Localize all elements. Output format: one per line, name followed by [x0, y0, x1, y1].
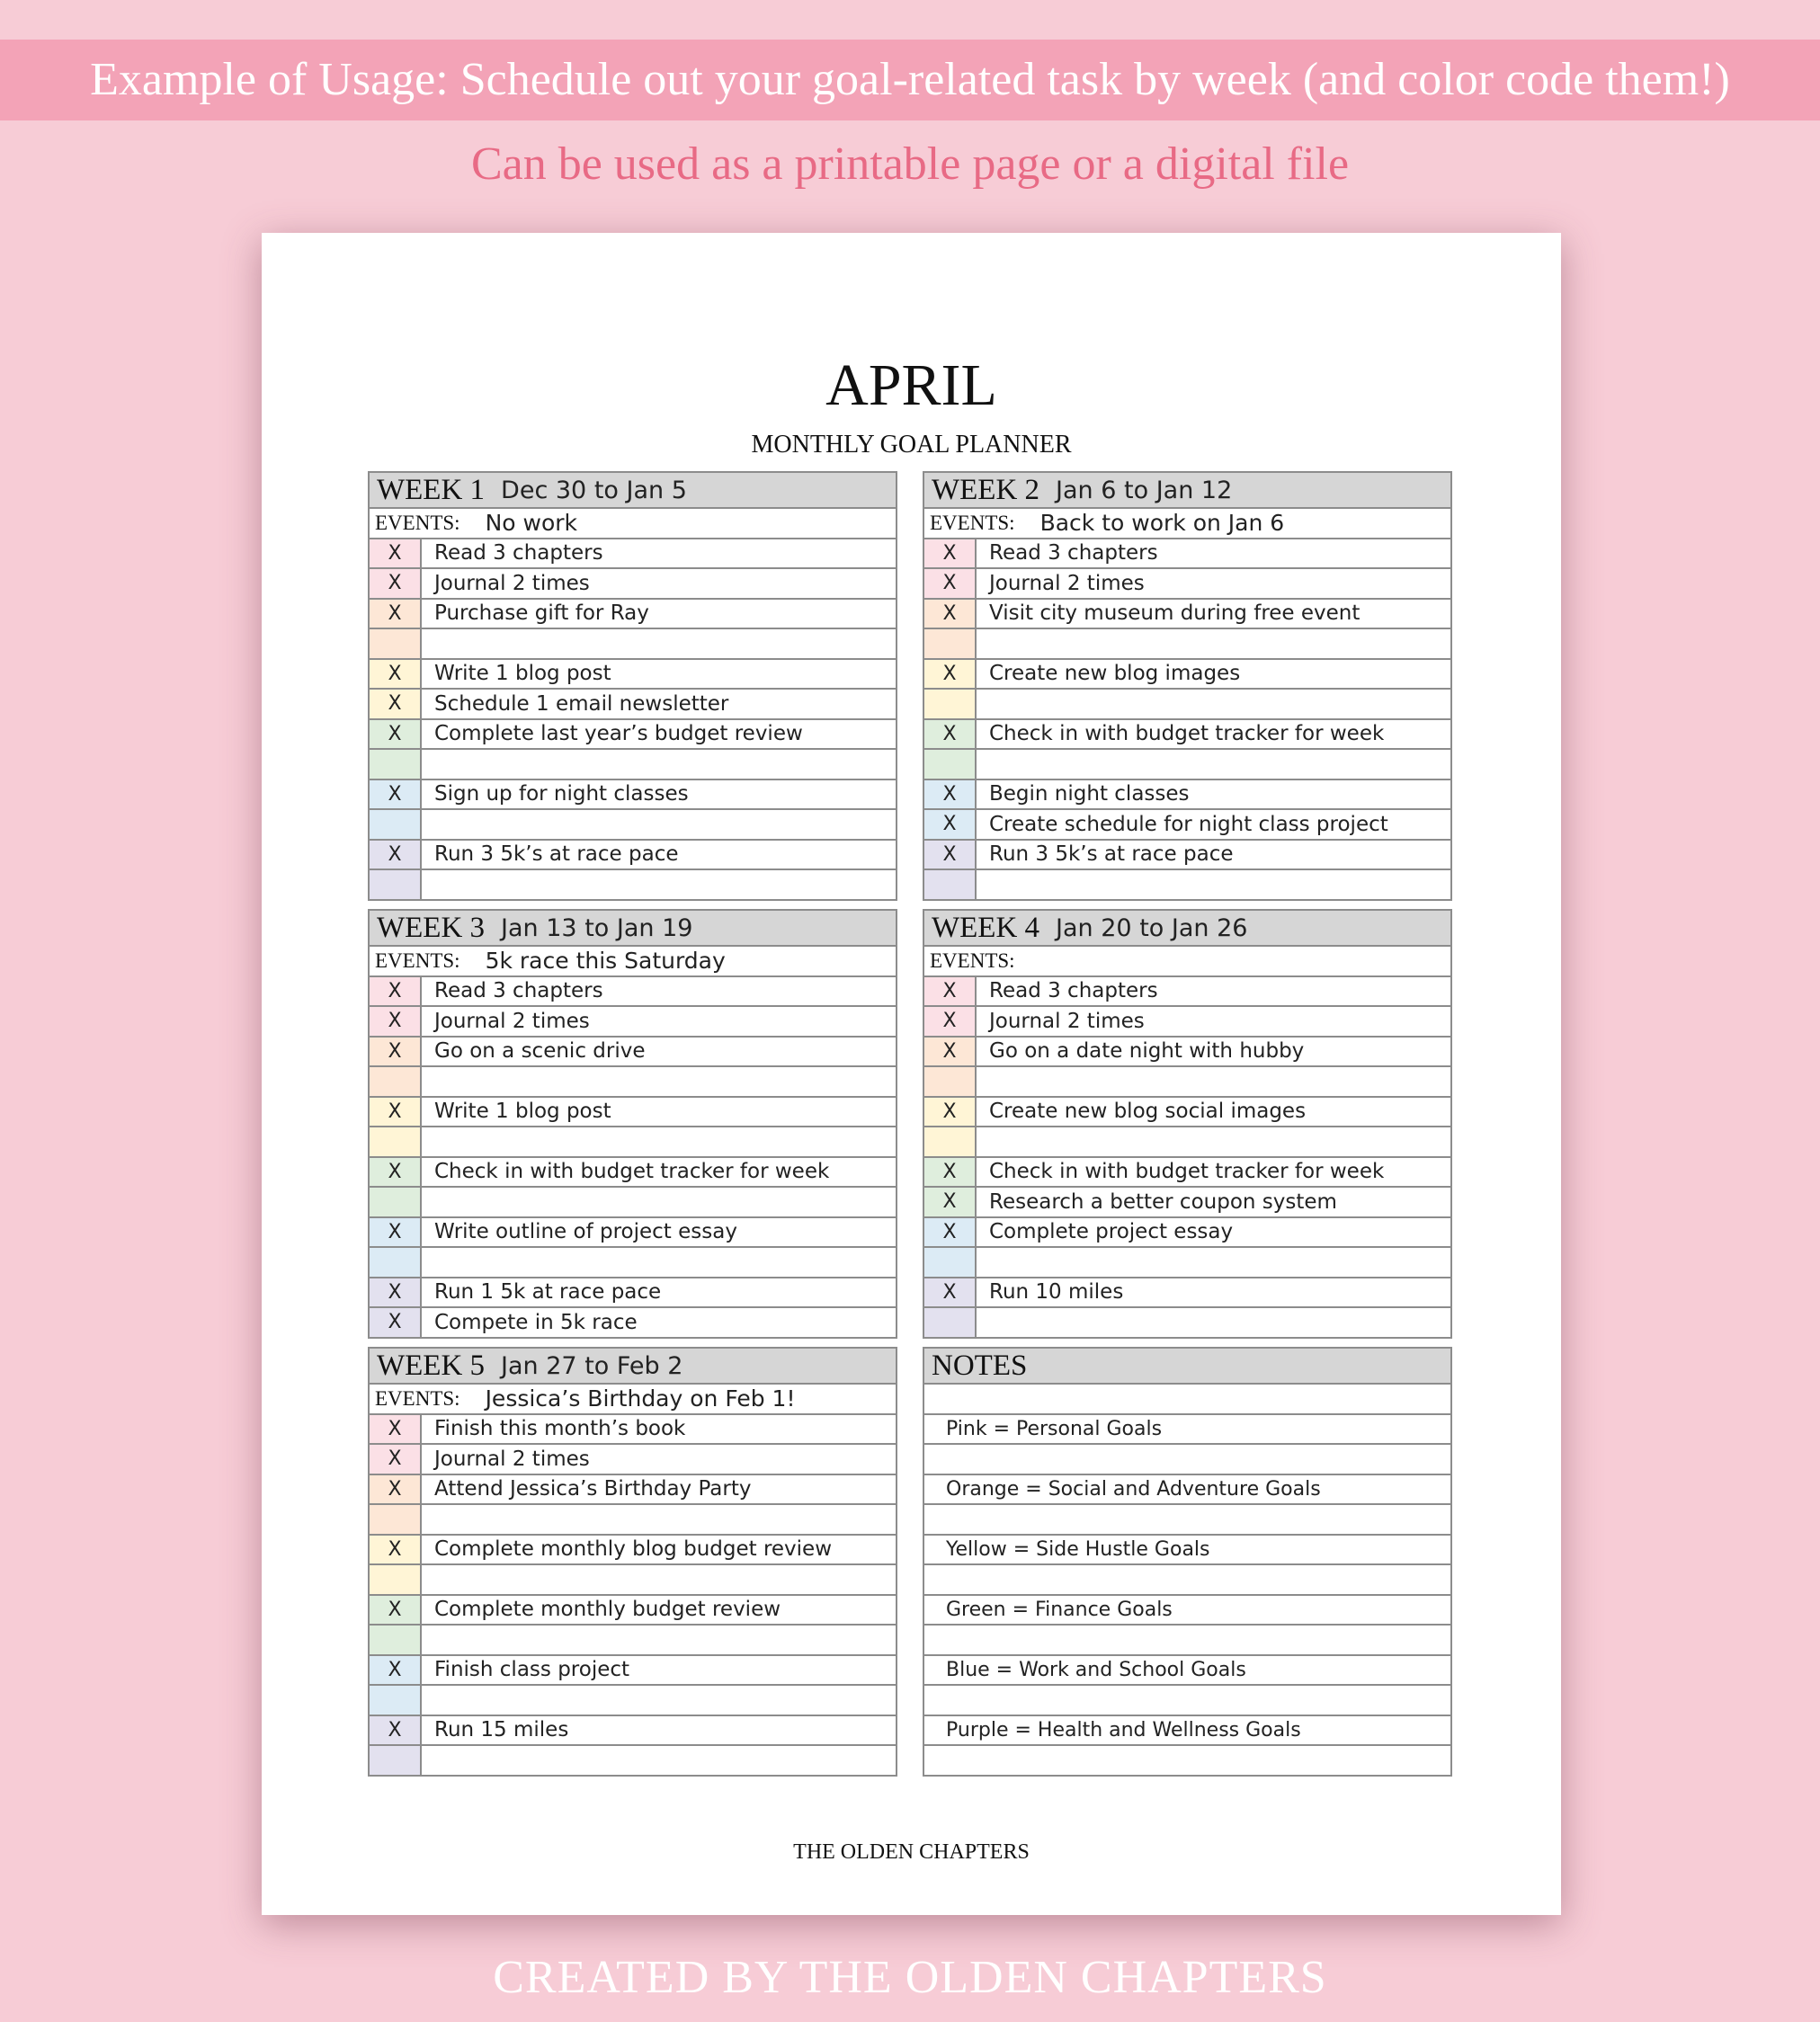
task-row: [370, 1007, 896, 1038]
task-text[interactable]: Check in with budget tracker for week: [989, 722, 1385, 746]
events-text[interactable]: Back to work on Jan 6: [1039, 510, 1285, 537]
task-row: [370, 690, 896, 720]
sheet-footer: THE OLDEN CHAPTERS: [793, 1840, 1030, 1864]
notes-line[interactable]: [924, 1656, 1450, 1687]
task-text[interactable]: Sign up for night classes: [434, 782, 689, 806]
task-text[interactable]: Visit city museum during free event: [989, 601, 1361, 626]
notes-line[interactable]: [924, 1626, 1450, 1656]
task-text[interactable]: Read 3 chapters: [434, 541, 603, 566]
task-row: [370, 810, 896, 841]
task-row: [370, 1626, 896, 1656]
task-row: [924, 1127, 1450, 1158]
task-row: [370, 1308, 896, 1337]
page-subtitle: MONTHLY GOAL PLANNER: [751, 431, 1072, 459]
task-text[interactable]: Read 3 chapters: [989, 979, 1158, 1003]
task-checkbox[interactable]: X: [924, 1038, 977, 1066]
task-checkbox[interactable]: [370, 1127, 422, 1156]
task-checkbox[interactable]: [924, 1248, 977, 1277]
events-row: [924, 509, 1450, 539]
notes-line[interactable]: [924, 1565, 1450, 1596]
task-text[interactable]: Check in with budget tracker for week: [434, 1160, 830, 1184]
events-text[interactable]: 5k race this Saturday: [485, 948, 726, 975]
task-text[interactable]: Go on a scenic drive: [434, 1039, 646, 1064]
notes-text: Green = Finance Goals: [946, 1598, 1173, 1621]
task-checkbox[interactable]: [370, 870, 422, 899]
task-checkbox[interactable]: X: [924, 1007, 977, 1036]
task-row: [924, 1188, 1450, 1218]
week-header: [370, 473, 896, 509]
task-row: [924, 1218, 1450, 1249]
task-checkbox[interactable]: [370, 1686, 422, 1715]
week-label: WEEK 2: [932, 473, 1040, 506]
task-checkbox[interactable]: [370, 1188, 422, 1216]
events-row: [924, 947, 1450, 977]
task-text[interactable]: [422, 1686, 896, 1715]
task-checkbox[interactable]: X: [370, 1158, 422, 1187]
planner-sheet: [262, 233, 1561, 1915]
notes-text: Blue = Work and School Goals: [946, 1658, 1246, 1681]
task-text[interactable]: Complete monthly budget review: [434, 1598, 781, 1622]
task-row: [924, 841, 1450, 871]
notes-text: Yellow = Side Hustle Goals: [946, 1537, 1210, 1561]
task-text[interactable]: Research a better coupon system: [989, 1189, 1337, 1214]
events-row: [370, 1385, 896, 1415]
task-row: [924, 810, 1450, 841]
task-text[interactable]: [977, 1308, 1450, 1337]
task-row: [370, 1445, 896, 1475]
task-row: [370, 1596, 896, 1626]
notes-text: Orange = Social and Adventure Goals: [946, 1477, 1321, 1501]
task-checkbox[interactable]: X: [370, 600, 422, 628]
task-checkbox[interactable]: X: [370, 1098, 422, 1127]
week-dates: Jan 20 to Jan 26: [1056, 913, 1248, 942]
notes-line[interactable]: [924, 1536, 1450, 1566]
events-label: EVENTS:: [375, 1386, 460, 1410]
task-row: [370, 977, 896, 1008]
notes-line[interactable]: [924, 1716, 1450, 1747]
task-text[interactable]: [977, 690, 1450, 718]
task-row: [370, 1098, 896, 1128]
task-text[interactable]: Purchase gift for Ray: [434, 601, 649, 626]
week-label: WEEK 5: [377, 1349, 486, 1382]
task-row: [370, 750, 896, 780]
events-label: EVENTS:: [375, 511, 460, 534]
task-text[interactable]: Run 3 5k’s at race pace: [434, 842, 679, 867]
week-dates: Jan 6 to Jan 12: [1056, 476, 1233, 504]
notes-line[interactable]: [924, 1686, 1450, 1716]
task-text[interactable]: [977, 750, 1450, 779]
task-text[interactable]: Run 15 miles: [434, 1718, 569, 1742]
task-text[interactable]: [422, 1248, 896, 1277]
task-checkbox[interactable]: X: [370, 1445, 422, 1474]
task-text[interactable]: Run 10 miles: [989, 1280, 1124, 1305]
task-row: [370, 1475, 896, 1506]
task-checkbox[interactable]: [924, 1127, 977, 1156]
task-checkbox[interactable]: X: [924, 660, 977, 689]
events-row: [370, 509, 896, 539]
task-checkbox[interactable]: [370, 1626, 422, 1654]
task-text[interactable]: Complete last year’s budget review: [434, 722, 803, 746]
task-text[interactable]: Journal 2 times: [989, 571, 1145, 595]
task-checkbox[interactable]: [370, 1746, 422, 1775]
task-checkbox[interactable]: X: [370, 1007, 422, 1036]
task-row: [370, 1067, 896, 1098]
task-checkbox[interactable]: X: [370, 660, 422, 689]
task-checkbox[interactable]: [924, 1067, 977, 1096]
task-row: [924, 1098, 1450, 1128]
task-checkbox[interactable]: [370, 810, 422, 839]
notes-line[interactable]: [924, 1415, 1450, 1446]
task-text[interactable]: [422, 1746, 896, 1775]
task-row: [370, 1127, 896, 1158]
task-checkbox[interactable]: [370, 750, 422, 779]
task-row: [924, 1067, 1450, 1098]
task-checkbox[interactable]: [924, 870, 977, 899]
task-row: [924, 870, 1450, 899]
task-row: [924, 539, 1450, 570]
task-checkbox[interactable]: [924, 629, 977, 658]
task-text[interactable]: Go on a date night with hubby: [989, 1039, 1305, 1064]
task-checkbox[interactable]: X: [924, 1218, 977, 1247]
task-checkbox[interactable]: X: [370, 1415, 422, 1444]
week-dates: Jan 13 to Jan 19: [501, 913, 693, 942]
week-header: [924, 911, 1450, 947]
task-row: [924, 780, 1450, 811]
task-checkbox[interactable]: [924, 1308, 977, 1337]
week-dates: Dec 30 to Jan 5: [501, 476, 687, 504]
task-checkbox[interactable]: X: [370, 841, 422, 869]
usage-subtitle: Can be used as a printable page or a digital file: [470, 138, 1350, 190]
task-row: [924, 1308, 1450, 1337]
task-text[interactable]: [422, 1565, 896, 1594]
task-checkbox[interactable]: X: [924, 569, 977, 598]
week-label: WEEK 4: [932, 911, 1040, 944]
task-row: [924, 1158, 1450, 1189]
task-text[interactable]: Write outline of project essay: [434, 1220, 737, 1244]
task-text[interactable]: Finish class project: [434, 1658, 630, 1682]
notes-line[interactable]: [924, 1596, 1450, 1626]
task-text[interactable]: [422, 750, 896, 779]
task-text[interactable]: [422, 1626, 896, 1654]
task-text[interactable]: [422, 810, 896, 839]
task-text[interactable]: [977, 629, 1450, 658]
task-text[interactable]: [977, 870, 1450, 899]
task-text[interactable]: Read 3 chapters: [434, 979, 603, 1003]
task-row: [370, 629, 896, 660]
task-row: [370, 660, 896, 690]
task-checkbox[interactable]: X: [924, 780, 977, 809]
task-row: [924, 1248, 1450, 1278]
task-text[interactable]: Schedule 1 email newsletter: [434, 691, 729, 716]
week-1-box: [368, 471, 897, 901]
task-text[interactable]: Journal 2 times: [989, 1009, 1145, 1033]
task-text[interactable]: Begin night classes: [989, 782, 1190, 806]
task-row: [924, 1278, 1450, 1309]
task-checkbox[interactable]: X: [924, 600, 977, 628]
task-row: [924, 690, 1450, 720]
task-checkbox[interactable]: X: [370, 1218, 422, 1247]
week-label: WEEK 3: [377, 911, 486, 944]
notes-line[interactable]: [924, 1385, 1450, 1415]
task-row: [370, 1415, 896, 1446]
task-row: [370, 1536, 896, 1566]
task-text[interactable]: [977, 1067, 1450, 1096]
notes-line[interactable]: [924, 1505, 1450, 1536]
task-checkbox[interactable]: [924, 690, 977, 718]
task-text[interactable]: [422, 629, 896, 658]
task-row: [924, 720, 1450, 751]
task-text[interactable]: Check in with budget tracker for week: [989, 1160, 1385, 1184]
task-checkbox[interactable]: [924, 750, 977, 779]
task-text[interactable]: Run 3 5k’s at race pace: [989, 842, 1234, 867]
notes-line[interactable]: [924, 1445, 1450, 1475]
task-row: [370, 1248, 896, 1278]
events-label: EVENTS:: [375, 949, 460, 972]
task-row: [924, 1007, 1450, 1038]
task-row: [370, 1218, 896, 1249]
task-text[interactable]: Journal 2 times: [434, 1447, 590, 1471]
task-text[interactable]: Journal 2 times: [434, 1009, 590, 1033]
task-checkbox[interactable]: X: [370, 780, 422, 809]
task-row: [370, 1746, 896, 1775]
events-text[interactable]: Jessica’s Birthday on Feb 1!: [485, 1385, 796, 1412]
events-row: [370, 947, 896, 977]
task-checkbox[interactable]: X: [370, 539, 422, 568]
task-row: [370, 1038, 896, 1068]
task-checkbox[interactable]: [370, 629, 422, 658]
task-row: [370, 1188, 896, 1218]
week-label: WEEK 1: [377, 473, 486, 506]
task-checkbox[interactable]: X: [370, 720, 422, 749]
task-checkbox[interactable]: X: [924, 1278, 977, 1307]
task-text[interactable]: Write 1 blog post: [434, 662, 611, 686]
task-text[interactable]: Create new blog images: [989, 662, 1241, 686]
task-checkbox[interactable]: X: [924, 1098, 977, 1127]
task-checkbox[interactable]: [370, 1067, 422, 1096]
task-text[interactable]: [422, 870, 896, 899]
task-checkbox[interactable]: [370, 1565, 422, 1594]
task-checkbox[interactable]: X: [370, 690, 422, 718]
task-text[interactable]: Run 1 5k at race pace: [434, 1280, 662, 1305]
task-text[interactable]: Read 3 chapters: [989, 541, 1158, 566]
events-label: EVENTS:: [930, 511, 1015, 534]
task-checkbox[interactable]: [370, 1505, 422, 1534]
task-text[interactable]: Create schedule for night class project: [989, 812, 1388, 836]
week-dates: Jan 27 to Feb 2: [501, 1351, 683, 1380]
task-text[interactable]: Finish this month’s book: [434, 1417, 686, 1441]
task-checkbox[interactable]: X: [924, 1188, 977, 1216]
task-text[interactable]: Journal 2 times: [434, 571, 590, 595]
week-header: [924, 473, 1450, 509]
week-3-box: [368, 909, 897, 1339]
task-checkbox[interactable]: X: [370, 1716, 422, 1745]
task-text[interactable]: [422, 1188, 896, 1216]
task-checkbox[interactable]: X: [370, 1038, 422, 1066]
week-header: [370, 911, 896, 947]
task-checkbox[interactable]: X: [924, 977, 977, 1006]
task-text[interactable]: Attend Jessica’s Birthday Party: [434, 1477, 752, 1501]
task-row: [924, 569, 1450, 600]
task-checkbox[interactable]: [370, 1248, 422, 1277]
task-checkbox[interactable]: X: [370, 1278, 422, 1307]
notes-box: [923, 1347, 1452, 1777]
notes-text: Pink = Personal Goals: [946, 1417, 1163, 1440]
task-text[interactable]: [422, 1505, 896, 1534]
task-text[interactable]: [977, 1127, 1450, 1156]
task-row: [370, 870, 896, 899]
task-row: [370, 539, 896, 570]
task-checkbox[interactable]: X: [924, 720, 977, 749]
task-checkbox[interactable]: X: [370, 1656, 422, 1685]
task-row: [370, 569, 896, 600]
week-2-box: [923, 471, 1452, 901]
task-row: [924, 600, 1450, 630]
task-checkbox[interactable]: X: [370, 569, 422, 598]
task-checkbox[interactable]: X: [370, 1596, 422, 1625]
notes-line[interactable]: [924, 1746, 1450, 1775]
task-text[interactable]: Complete project essay: [989, 1220, 1234, 1244]
week-4-box: [923, 909, 1452, 1339]
events-label: EVENTS:: [930, 949, 1015, 972]
task-row: [924, 629, 1450, 660]
week-header: [370, 1349, 896, 1385]
task-row: [370, 720, 896, 751]
task-row: [370, 780, 896, 811]
task-row: [370, 1716, 896, 1747]
task-row: [370, 1656, 896, 1687]
task-text[interactable]: [977, 1248, 1450, 1277]
task-row: [370, 1686, 896, 1716]
task-row: [924, 750, 1450, 780]
task-checkbox[interactable]: X: [370, 977, 422, 1006]
task-checkbox[interactable]: X: [370, 1475, 422, 1504]
notes-title: NOTES: [932, 1349, 1028, 1382]
task-checkbox[interactable]: X: [924, 810, 977, 839]
task-row: [370, 1565, 896, 1596]
week-5-box: [368, 1347, 897, 1777]
task-checkbox[interactable]: X: [370, 1536, 422, 1564]
task-text[interactable]: [422, 1127, 896, 1156]
page-title: APRIL: [825, 352, 997, 418]
task-checkbox[interactable]: X: [924, 841, 977, 869]
task-text[interactable]: Create new blog social images: [989, 1100, 1307, 1124]
task-row: [924, 977, 1450, 1008]
task-text[interactable]: Compete in 5k race: [434, 1310, 638, 1334]
usage-banner: Example of Usage: Schedule out your goal-related task by week (and color code them!): [0, 40, 1820, 120]
task-text[interactable]: Complete monthly blog budget review: [434, 1537, 833, 1562]
notes-text: Purple = Health and Wellness Goals: [946, 1718, 1301, 1741]
task-checkbox[interactable]: X: [370, 1308, 422, 1337]
task-row: [370, 1505, 896, 1536]
created-by: CREATED BY THE OLDEN CHAPTERS: [493, 1952, 1327, 2003]
events-text[interactable]: No work: [485, 510, 578, 537]
task-row: [370, 1278, 896, 1309]
task-checkbox[interactable]: X: [924, 1158, 977, 1187]
task-row: [370, 1158, 896, 1189]
notes-header: [924, 1349, 1450, 1385]
task-text[interactable]: [422, 1067, 896, 1096]
notes-line[interactable]: [924, 1475, 1450, 1506]
task-row: [370, 600, 896, 630]
task-row: [924, 660, 1450, 690]
task-checkbox[interactable]: X: [924, 539, 977, 568]
task-row: [370, 841, 896, 871]
task-row: [924, 1038, 1450, 1068]
task-text[interactable]: Write 1 blog post: [434, 1100, 611, 1124]
